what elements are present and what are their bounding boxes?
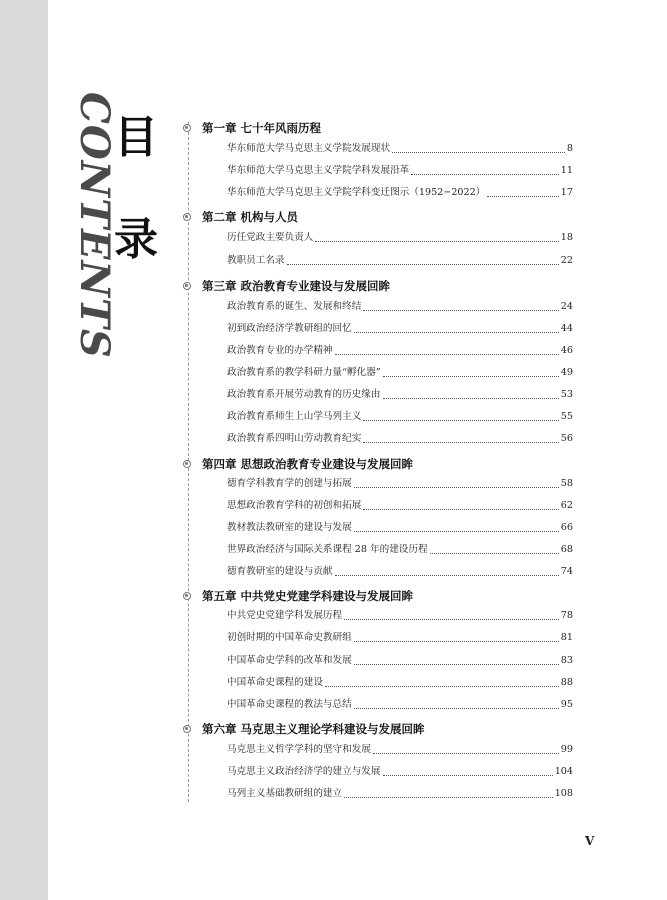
toc-entry[interactable] xyxy=(227,788,573,800)
toc-entry[interactable] xyxy=(227,301,573,313)
entry-page: 46 xyxy=(560,345,573,356)
entry-page: 66 xyxy=(560,522,573,533)
toc-entry[interactable] xyxy=(227,232,573,244)
entry-title: 马列主义基础教研组的建立 xyxy=(227,788,343,799)
entry-page: 68 xyxy=(560,544,573,555)
entry-page: 49 xyxy=(560,367,573,378)
entry-page: 53 xyxy=(560,389,573,400)
entry-title: 思想政治教育学科的初创和拓展 xyxy=(227,500,362,511)
entry-page: 17 xyxy=(560,187,573,198)
dot-leader xyxy=(315,241,558,242)
entry-title: 中国革命史学科的改革和发展 xyxy=(227,655,352,666)
toc-entry[interactable] xyxy=(227,187,573,199)
toc-entry[interactable] xyxy=(227,433,573,445)
entry-title: 华东师范大学马克思主义学院学科发展沿革 xyxy=(227,165,410,176)
toc-heading-char-1: 目 xyxy=(114,112,158,163)
chapter-bullet-icon xyxy=(183,213,191,221)
dot-leader xyxy=(325,686,559,687)
page-number: V xyxy=(585,834,595,848)
dot-leader xyxy=(392,152,565,153)
dot-leader xyxy=(354,332,559,333)
entry-page: 11 xyxy=(560,165,573,176)
entry-title: 政治教育专业的办学精神 xyxy=(227,345,333,356)
dot-leader xyxy=(430,553,559,554)
entry-title: 德育教研室的建设与贡献 xyxy=(227,566,333,577)
dot-leader xyxy=(363,509,558,510)
toc-entry[interactable] xyxy=(227,632,573,644)
chapter-title[interactable]: 第一章 七十年风雨历程 xyxy=(202,121,322,135)
entry-page: 56 xyxy=(560,433,573,444)
entry-title: 中国革命史课程的教法与总结 xyxy=(227,699,352,710)
dot-leader xyxy=(383,775,553,776)
entry-page: 81 xyxy=(560,632,573,643)
dot-leader xyxy=(373,753,559,754)
chapter-bullet-icon xyxy=(183,282,191,290)
toc-entry[interactable] xyxy=(227,544,573,556)
entry-title: 教职员工名录 xyxy=(227,255,285,266)
toc-entry[interactable] xyxy=(227,677,573,689)
entry-page: 78 xyxy=(560,610,573,621)
contents-side-title: CONTENTS xyxy=(71,92,118,359)
toc-entry[interactable] xyxy=(227,143,573,155)
toc-entry[interactable] xyxy=(227,411,573,423)
dot-leader xyxy=(383,376,559,377)
dot-leader xyxy=(354,531,559,532)
chapter-bullet-icon xyxy=(183,460,191,468)
toc-entry[interactable] xyxy=(227,500,573,512)
toc-entry[interactable] xyxy=(227,699,573,711)
toc-entry[interactable] xyxy=(227,744,573,756)
entry-page: 8 xyxy=(566,143,573,154)
entry-title: 马克思主义哲学学科的坚守和发展 xyxy=(227,744,371,755)
entry-title: 初到政治经济学教研组的回忆 xyxy=(227,323,352,334)
toc-entry[interactable] xyxy=(227,367,573,379)
entry-page: 55 xyxy=(560,411,573,422)
entry-title: 历任党政主要负责人 xyxy=(227,232,314,243)
entry-title: 世界政治经济与国际关系课程 28 年的建设历程 xyxy=(227,544,428,555)
chapter-title[interactable]: 第三章 政治教育专业建设与发展回眸 xyxy=(202,279,391,293)
entry-title: 中国革命史课程的建设 xyxy=(227,677,323,688)
toc-heading-char-2: 录 xyxy=(114,214,158,265)
entry-page: 95 xyxy=(560,699,573,710)
entry-title: 初创时期的中国革命史教研组 xyxy=(227,632,352,643)
toc-entry[interactable] xyxy=(227,522,573,534)
entry-title: 德育学科教育学的创建与拓展 xyxy=(227,478,352,489)
dot-leader xyxy=(335,354,559,355)
chapter-title[interactable]: 第五章 中共党史党建学科建设与发展回眸 xyxy=(202,589,414,603)
entry-page: 24 xyxy=(560,301,573,312)
entry-title: 政治教育系的诞生、发展和终结 xyxy=(227,301,362,312)
toc-entry[interactable] xyxy=(227,255,573,267)
entry-page: 104 xyxy=(554,766,573,777)
entry-page: 58 xyxy=(560,478,573,489)
toc-entry[interactable] xyxy=(227,766,573,778)
entry-page: 18 xyxy=(560,232,573,243)
entry-page: 88 xyxy=(560,677,573,688)
entry-title: 政治教育系师生上山学马列主义 xyxy=(227,411,362,422)
dot-leader xyxy=(354,487,559,488)
dot-leader xyxy=(363,442,558,443)
entry-title: 教材教法教研室的建设与发展 xyxy=(227,522,352,533)
dot-leader xyxy=(344,797,553,798)
dot-leader xyxy=(487,196,558,197)
chapter-bullet-icon xyxy=(183,725,191,733)
entry-page: 22 xyxy=(560,255,573,266)
dot-leader xyxy=(287,264,559,265)
entry-title: 中共党史党建学科发展历程 xyxy=(227,610,343,621)
entry-title: 马克思主义政治经济学的建立与发展 xyxy=(227,766,381,777)
toc-entry[interactable] xyxy=(227,478,573,490)
entry-title: 政治教育系开展劳动教育的历史缘由 xyxy=(227,389,381,400)
entry-page: 83 xyxy=(560,655,573,666)
chapter-title[interactable]: 第六章 马克思主义理论学科建设与发展回眸 xyxy=(202,722,425,736)
toc-entry[interactable] xyxy=(227,566,573,578)
entry-title: 政治教育系的教学科研力量“孵化器” xyxy=(227,367,381,378)
entry-title: 华东师范大学马克思主义学院发展现状 xyxy=(227,143,391,154)
toc-entry[interactable] xyxy=(227,345,573,357)
chapter-bullet-icon xyxy=(183,124,191,132)
dot-leader xyxy=(335,575,559,576)
dot-leader xyxy=(383,398,559,399)
entry-title: 政治教育系四明山劳动教育纪实 xyxy=(227,433,362,444)
toc-entry[interactable] xyxy=(227,655,573,667)
chapter-bullet-icon xyxy=(183,592,191,600)
toc-entry[interactable] xyxy=(227,165,573,177)
dot-leader xyxy=(354,708,559,709)
entry-page: 44 xyxy=(560,323,573,334)
dot-leader xyxy=(344,619,559,620)
entry-title: 华东师范大学马克思主义学院学科变迁图示（1952−2022） xyxy=(227,187,486,198)
dot-leader xyxy=(411,174,559,175)
toc-entry[interactable] xyxy=(227,323,573,335)
dot-leader xyxy=(354,664,559,665)
toc-entry[interactable] xyxy=(227,610,573,622)
entry-page: 74 xyxy=(560,566,573,577)
chapter-title[interactable]: 第四章 思想政治教育专业建设与发展回眸 xyxy=(202,457,414,471)
entry-page: 108 xyxy=(554,788,573,799)
dot-leader xyxy=(354,641,559,642)
dot-leader xyxy=(363,420,558,421)
chapter-title[interactable]: 第二章 机构与人员 xyxy=(202,210,299,224)
dot-leader xyxy=(363,310,558,311)
entry-page: 62 xyxy=(560,500,573,511)
entry-page: 99 xyxy=(560,744,573,755)
toc-entry[interactable] xyxy=(227,389,573,401)
